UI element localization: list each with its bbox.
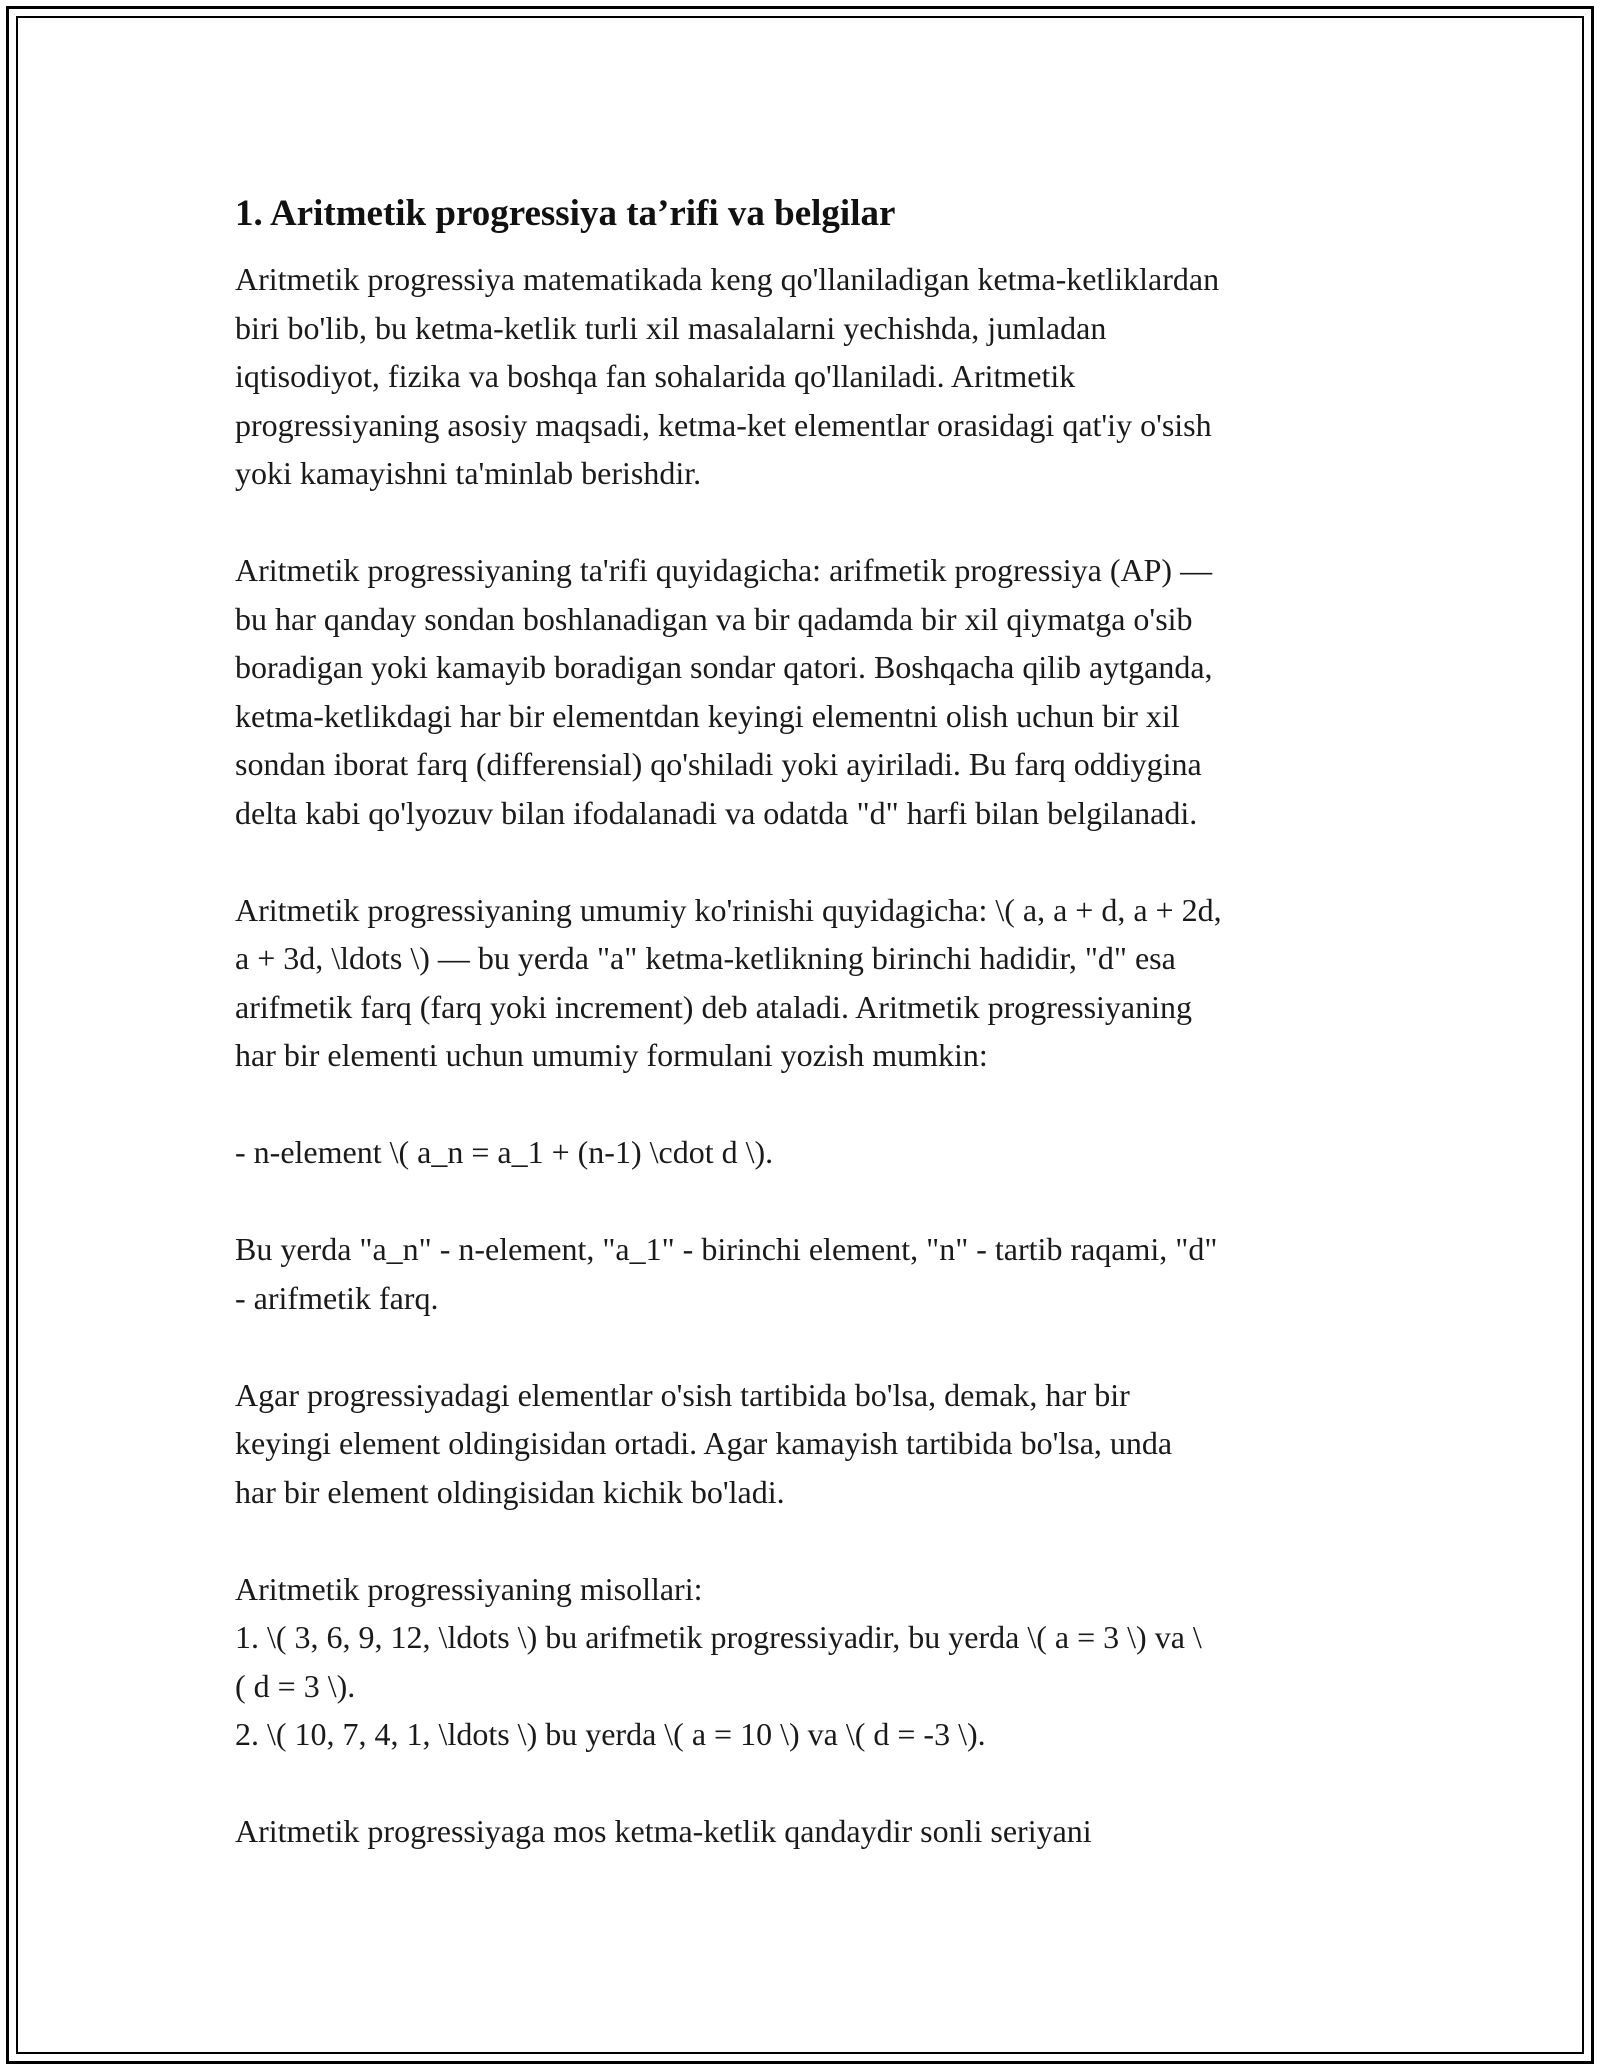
paragraph-examples — [235, 1565, 1375, 1759]
text-line: iqtisodiyot, fizika va boshqa fan sohalarida qo'llaniladi. Aritmetik — [235, 358, 1076, 394]
paragraph-growth — [235, 1371, 1375, 1517]
section-heading: 1. Aritmetik progressiya ta’rifi va belgilar — [235, 193, 896, 234]
text-line: 1. \( 3, 6, 9, 12, \ldots \) bu arifmetik progressiyadir, bu yerda \( a = 3 \) va \ — [235, 1619, 1202, 1655]
text-line: 2. \( 10, 7, 4, 1, \ldots \) bu yerda \( a = 10 \) va \( d = -3 \). — [235, 1716, 986, 1752]
text-line: keyingi element oldingisidan ortadi. Agar kamayish tartibida bo'lsa, unda — [235, 1425, 1173, 1461]
text-line: Aritmetik progressiyaning umumiy ko'rinishi quyidagicha: \( a, a + d, a + 2d, — [235, 891, 1222, 928]
paragraph-formula — [235, 1128, 1375, 1177]
text-line: yoki kamayishni ta'minlab berishdir. — [235, 455, 702, 491]
text-line: arifmetik farq (farq yoki increment) deb ataladi. Aritmetik progressiyaning — [235, 988, 1192, 1025]
text-line: Aritmetik progressiyaga mos ketma-ketlik qandaydir sonli seriyani — [235, 1813, 1092, 1849]
text-line: sondan iborat farq (differensial) qo'shiladi yoki ayiriladi. Bu farq oddiygina — [235, 746, 1202, 782]
text-line: - arifmetik farq. — [235, 1279, 439, 1316]
paragraph-variables — [235, 1225, 1375, 1322]
paragraph-general-form — [235, 886, 1375, 1080]
text-line: bu har qanday sondan boshlanadigan va bir qadamda bir xil qiymatga o'sib — [235, 600, 1193, 637]
text-line: Aritmetik progressiya matematikada keng qo'llaniladigan ketma-ketliklardan — [235, 261, 1220, 297]
text-line: - n-element \( a_n = a_1 + (n-1) \cdot d \). — [235, 1134, 774, 1170]
text-line: biri bo'lib, bu ketma-ketlik turli xil masalalarni yechishda, jumladan — [235, 309, 1107, 346]
text-line: Bu yerda "a_n" - n-element, "a_1" - birinchi element, "n" - tartib raqami, "d" — [235, 1231, 1218, 1267]
text-line: ( d = 3 \). — [235, 1667, 356, 1704]
paragraph-closing — [235, 1807, 1375, 1856]
paragraph-definition — [235, 546, 1375, 837]
text-line: boradigan yoki kamayib boradigan sondar qatori. Boshqacha qilib aytganda, — [235, 649, 1213, 685]
paragraph-intro — [235, 255, 1375, 498]
text-line: Agar progressiyadagi elementlar o'sish tartibida bo'lsa, demak, har bir — [235, 1376, 1130, 1413]
text-line: har bir element oldingisidan kichik bo'ladi. — [235, 1473, 785, 1510]
text-line: ketma-ketlikdagi har bir elementdan keyingi elementni olish uchun bir xil — [235, 697, 1180, 734]
text-line: har bir elementi uchun umumiy formulani yozish mumkin: — [235, 1037, 988, 1073]
text-line: Aritmetik progressiyaning misollari: — [235, 1570, 703, 1607]
text-line: a + 3d, \ldots \) — bu yerda "a" ketma-ketlikning birinchi hadidir, "d" esa — [235, 940, 1176, 976]
text-line: delta kabi qo'lyozuv bilan ifodalanadi va odatda "d" harfi bilan belgilanadi. — [235, 794, 1198, 831]
text-line: progressiyaning asosiy maqsadi, ketma-ket elementlar orasidagi qat'iy o'sish — [235, 406, 1212, 443]
document-body — [235, 185, 1375, 1904]
text-line: Aritmetik progressiyaning ta'rifi quyidagicha: arifmetik progressiya (AP) — — [235, 552, 1213, 588]
